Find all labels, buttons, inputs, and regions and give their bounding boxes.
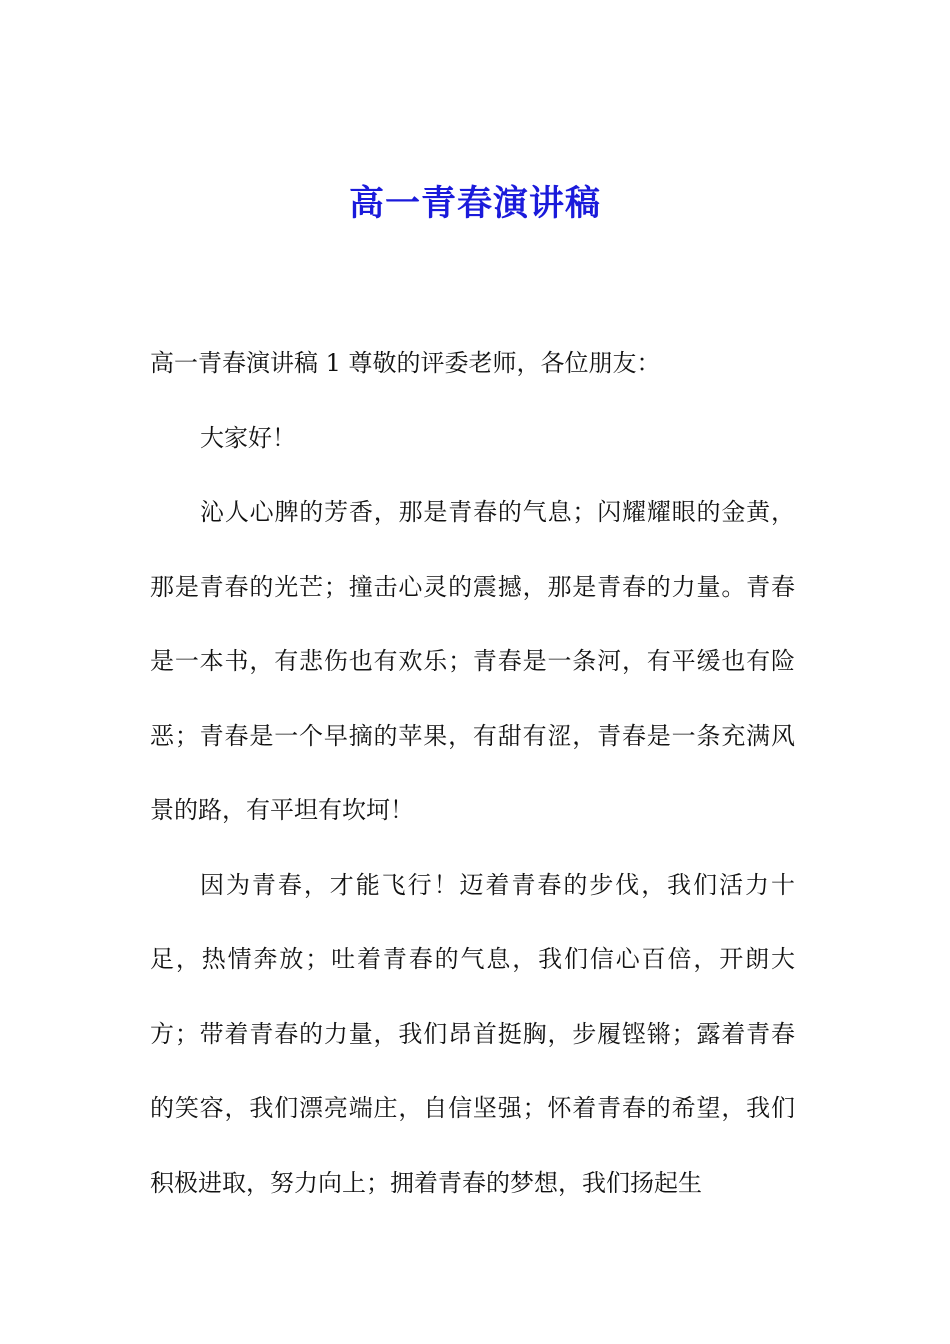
- paragraph-youth-metaphors: 沁人心脾的芳香，那是青春的气息；闪耀耀眼的金黄，那是青春的光芒；撞击心灵的震撼，那是青春的力量。青春是一本书，有悲伤也有欢乐；青春是一条河，有平缓也有险恶；青春是一个早摘的苹果，有甜有涩，青春是一条充满风景的路，有平坦有坎坷！: [150, 498, 795, 824]
- document-title: 高一青春演讲稿: [348, 183, 601, 224]
- document-body: [150, 326, 795, 1220]
- paragraph-youth-flight: 因为青春，才能飞行！迈着青春的步伐，我们活力十足，热情奔放；吐着青春的气息，我们信心百倍，开朗大方；带着青春的力量，我们昂首挺胸，步履铿锵；露着青春的笑容，我们漂亮端庄，自信坚强；怀着青春的希望，我们积极进取，努力向上；拥着青春的梦想，我们扬起生: [150, 870, 795, 1197]
- paragraph-greeting: 大家好！: [200, 423, 296, 452]
- paragraph-salutation: 高一青春演讲稿 1 尊敬的评委老师，各位朋友：: [150, 349, 661, 377]
